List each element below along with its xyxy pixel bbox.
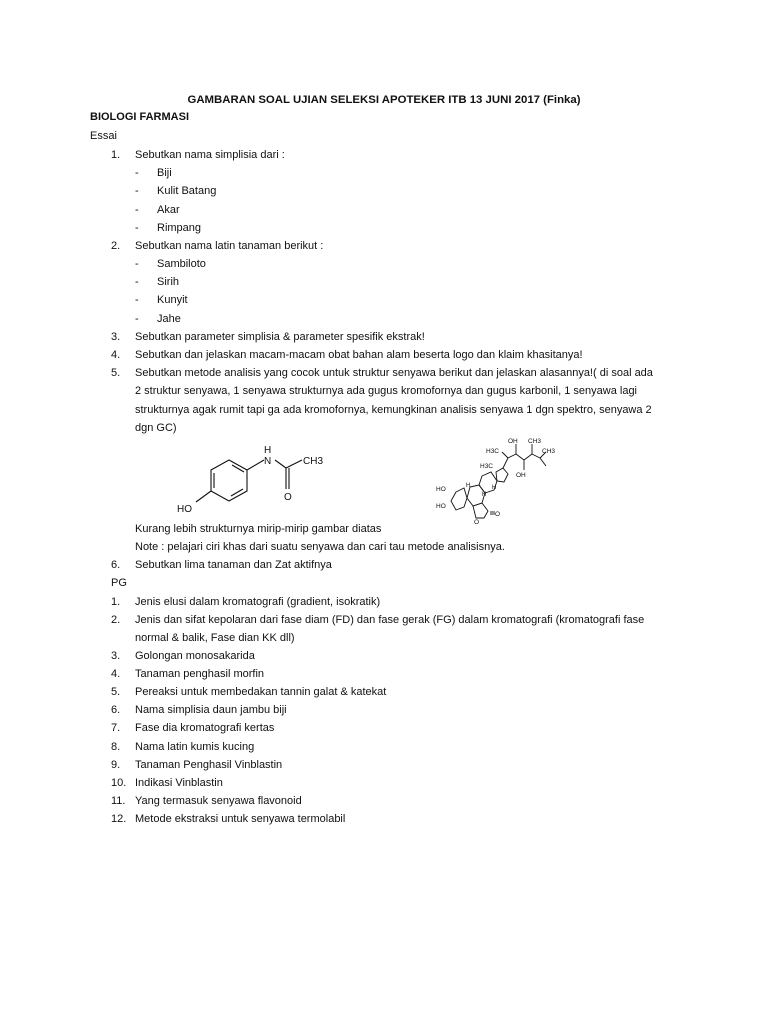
document-title: GAMBARAN SOAL UJIAN SELEKSI APOTEKER ITB 13 JUNI 2017 (Finka)	[187, 94, 581, 106]
molecule-2-bonds	[451, 444, 546, 518]
bullet-dash: -	[135, 167, 139, 179]
essai-q6-number: 6.	[111, 559, 121, 571]
essai-q3	[0, 328, 768, 346]
pg-item-text: Pereaksi untuk membedakan tannin galat & katekat	[135, 686, 387, 698]
pg-item	[0, 665, 768, 683]
molecule-2-label: CH3	[542, 448, 556, 455]
pg-item-number: 1.	[111, 596, 121, 608]
essai-q2-item: Kunyit	[157, 294, 188, 306]
essai-q5-note	[0, 538, 768, 556]
molecule-2-label: OH	[516, 472, 526, 479]
essai-q3-text: Sebutkan parameter simplisia & parameter spesifik ekstrak!	[135, 331, 425, 343]
bullet-dash: -	[135, 313, 139, 325]
pg-item-number: 3.	[111, 650, 121, 662]
pg-item-text: Jenis dan sifat kepolaran dari fase diam (FD) dan fase gerak (FG) dalam kromatografi (kromatografi fase	[135, 614, 645, 626]
molecule-1-label: CH3	[303, 456, 324, 467]
essai-q2-text: Sebutkan nama latin tanaman berikut :	[135, 240, 324, 252]
pg-item	[0, 683, 768, 701]
essai-q2-item: Sirih	[157, 276, 180, 288]
pg-item	[0, 774, 768, 792]
molecule-2-label: OH	[508, 438, 518, 445]
pg-item	[0, 810, 768, 828]
essai-q4-text: Sebutkan dan jelaskan macam-macam obat bahan alam beserta logo dan klaim khasitanya!	[135, 349, 583, 361]
pg-item-text: Golongan monosakarida	[135, 650, 255, 662]
list-item	[0, 164, 768, 182]
pg-item-text: Nama latin kumis kucing	[135, 741, 255, 753]
essai-q5-line: 2 struktur senyawa, 1 senyawa strukturnya ada gugus kromofornya dan gugus karbonil, 1 senyawa lagi	[135, 385, 638, 397]
molecule-2-label: HO	[436, 503, 446, 510]
essai-q2-item: Sambiloto	[157, 258, 206, 270]
pg-label: PG	[111, 577, 127, 589]
essai-q1-item: Rimpang	[157, 222, 202, 234]
essai-q5-continuation	[0, 382, 768, 400]
essai-q5-line: strukturnya agak rumit tapi ga ada kromofornya, kemungkinan analisis senyawa 1 dgn spektro, senyawa 2	[135, 404, 652, 416]
pg-item-text: Indikasi Vinblastin	[135, 777, 223, 789]
pg-item-number: 4.	[111, 668, 121, 680]
pg-item-text: Tanaman penghasil morfin	[135, 668, 265, 680]
list-item	[0, 219, 768, 237]
section-heading: BIOLOGI FARMASI	[90, 111, 189, 123]
molecule-2-structure	[436, 432, 566, 524]
molecule-2-label: O	[495, 511, 501, 518]
pg-item	[0, 701, 768, 719]
pg-item-number: 7.	[111, 722, 121, 734]
molecule-2-label: H3C	[486, 448, 500, 455]
essai-q5	[0, 364, 768, 382]
essai-q5-continuation	[0, 401, 768, 419]
essai-q3-number: 3.	[111, 331, 121, 343]
essai-q1-item: Kulit Batang	[157, 185, 217, 197]
essai-q1-number: 1.	[111, 149, 121, 161]
pg-item	[0, 756, 768, 774]
pg-item-number: 10.	[111, 777, 127, 789]
pg-item	[0, 611, 768, 629]
essai-q5-line: dgn GC)	[135, 422, 177, 434]
pg-item-text: Nama simplisia daun jambu biji	[135, 704, 287, 716]
molecule-1-label: O	[284, 492, 292, 503]
pg-item-number: 12.	[111, 813, 127, 825]
essai-q1-item: Akar	[157, 204, 180, 216]
pg-item-text: Metode ekstraksi untuk senyawa termolabil	[135, 813, 346, 825]
essai-q5-note	[0, 520, 768, 538]
essai-q6-text: Sebutkan lima tanaman dan Zat aktifnya	[135, 559, 332, 571]
essai-q4-number: 4.	[111, 349, 121, 361]
molecule-2-label: H	[482, 492, 487, 498]
molecule-1-structure	[174, 442, 330, 520]
essai-q5-line: Sebutkan metode analisis yang cocok untuk struktur senyawa berikut dan jelaskan alasannya!( di soal ada	[135, 367, 653, 379]
essai-q5-note2: Note : pelajari ciri khas dari suatu senyawa dan cari tau metode analisisnya.	[135, 541, 505, 553]
pg-item-text: normal & balik, Fase dian KK dll)	[135, 632, 295, 644]
molecule-2-label: HO	[436, 486, 446, 493]
molecule-1-label: N	[264, 456, 272, 467]
bullet-dash: -	[135, 258, 139, 270]
pg-item-number: 9.	[111, 759, 121, 771]
pg-item	[0, 647, 768, 665]
pg-item	[0, 738, 768, 756]
bullet-dash: -	[135, 222, 139, 234]
essai-q2	[0, 237, 768, 255]
pg-item-number: 8.	[111, 741, 121, 753]
essai-q2-number: 2.	[111, 240, 121, 252]
pg-item	[0, 719, 768, 737]
pg-item	[0, 593, 768, 611]
list-item	[0, 182, 768, 200]
list-item	[0, 291, 768, 309]
bullet-dash: -	[135, 294, 139, 306]
molecule-2-label: H3C	[480, 463, 494, 470]
essai-q5-continuation	[0, 419, 768, 437]
molecule-1-label: HO	[177, 504, 192, 515]
pg-item-text: Jenis elusi dalam kromatografi (gradient, isokratik)	[135, 596, 381, 608]
essai-q6	[0, 556, 768, 574]
pg-item-number: 11.	[111, 795, 126, 807]
bullet-dash: -	[135, 204, 139, 216]
essai-q4	[0, 346, 768, 364]
molecule-2-label: H	[492, 485, 497, 491]
pg-item-number: 6.	[111, 704, 121, 716]
pg-item-text: Tanaman Penghasil Vinblastin	[135, 759, 283, 771]
list-item	[0, 255, 768, 273]
pg-item-text: Fase dia kromatografi kertas	[135, 722, 275, 734]
list-item	[0, 310, 768, 328]
essai-q1-item: Biji	[157, 167, 172, 179]
molecule-2-label: O	[474, 519, 480, 524]
molecule-2-label: CH3	[528, 438, 542, 445]
essai-q5-note1: Kurang lebih strukturnya mirip-mirip gambar diatas	[135, 523, 382, 535]
essai-label: Essai	[90, 130, 117, 142]
pg-item-continuation	[0, 629, 768, 647]
essai-q1	[0, 146, 768, 164]
list-item	[0, 273, 768, 291]
list-item	[0, 201, 768, 219]
pg-item-number: 5.	[111, 686, 121, 698]
molecule-2-label: H	[466, 483, 471, 489]
essai-q1-text: Sebutkan nama simplisia dari :	[135, 149, 285, 161]
essai-q2-item: Jahe	[157, 313, 181, 325]
essai-q5-number: 5.	[111, 367, 121, 379]
pg-item	[0, 792, 768, 810]
pg-item-number: 2.	[111, 614, 121, 626]
bullet-dash: -	[135, 185, 139, 197]
pg-item-text: Yang termasuk senyawa flavonoid	[135, 795, 302, 807]
molecule-1-label: H	[264, 445, 272, 456]
bullet-dash: -	[135, 276, 139, 288]
